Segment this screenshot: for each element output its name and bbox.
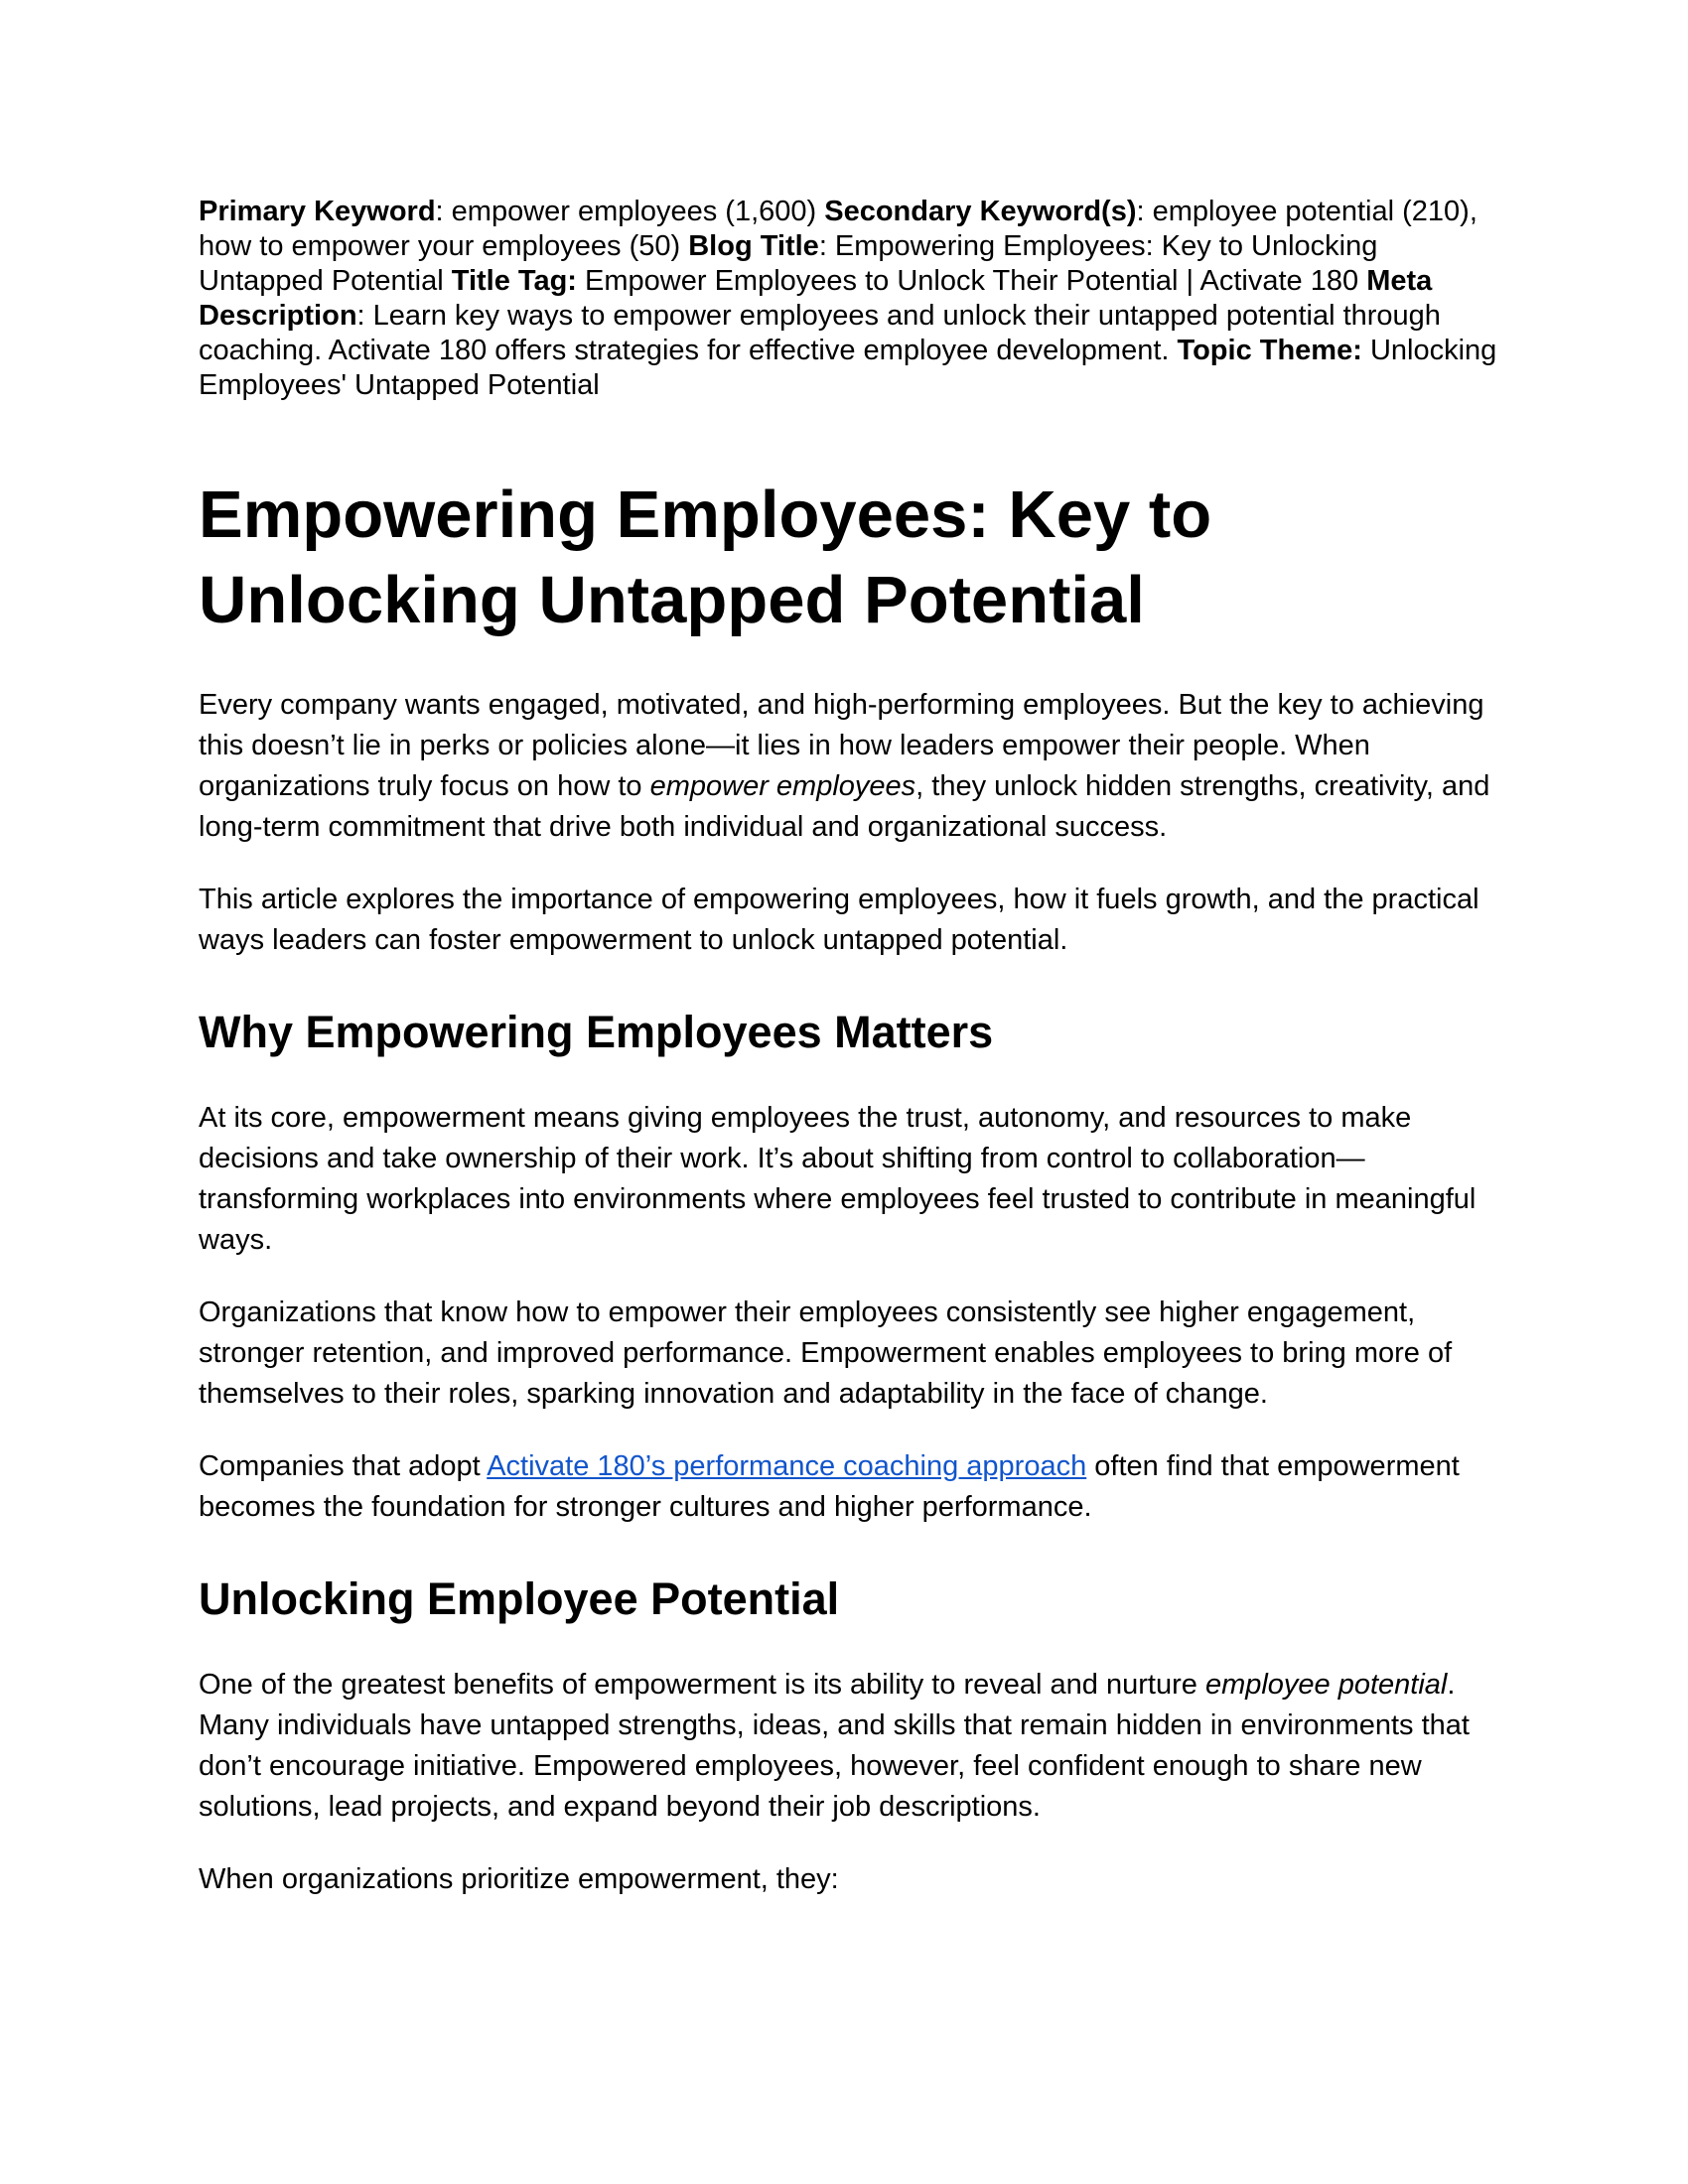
section-heading-why-empowering: Why Empowering Employees Matters: [199, 1007, 994, 1057]
intro-p1-emphasis: empower employees: [649, 770, 916, 802]
section2-paragraph-1: [199, 1665, 1499, 1828]
section2-paragraph-2: When organizations prioritize empowerment, they:: [199, 1863, 839, 1895]
topic-theme-value: Unlocking Employees' Untapped Potential: [199, 335, 1497, 401]
intro-paragraph-1: [199, 685, 1499, 848]
blog-title-value: : Empowering Employees: Key to Unlocking Untapped Potential: [199, 230, 1378, 297]
section1-paragraph-3: [199, 1446, 1499, 1528]
intro-paragraph-2: This article explores the importance of empowering employees, how it fuels growth, and the practical ways leaders can foster empowerment to unlock untapped potential.: [199, 884, 1479, 956]
section1-paragraph-1: At its core, empowerment means giving employees the trust, autonomy, and resources to make decisions and take ownership of their work. It’s about shifting from control to collaboration—transforming workplaces into environments where employees feel trusted to contribute in meaningful ways.: [199, 1102, 1477, 1256]
topic-theme-label: Topic Theme:: [1177, 335, 1362, 366]
primary-keyword-label: Primary Keyword: [199, 196, 436, 227]
section1-p3-text-a: Companies that adopt: [199, 1450, 488, 1482]
intro-p1-text-b: , they unlock hidden strengths, creativity, and long-term commitment that drive both individual and organizational success.: [199, 770, 1490, 843]
section2-p1-emphasis: employee potential: [1204, 1669, 1448, 1701]
title-tag-value: Empower Employees to Unlock Their Potential | Activate 180: [576, 265, 1367, 297]
section2-p1-text-a: One of the greatest benefits of empowerment is its ability to reveal and nurture: [199, 1669, 1205, 1701]
primary-keyword-value: : empower employees (1,600): [435, 196, 825, 227]
meta-description-value: : Learn key ways to empower employees and unlock their untapped potential through coaching. Activate 180 offers strategies for effective employee development.: [199, 300, 1441, 366]
performance-coaching-link[interactable]: Activate 180’s performance coaching approach: [487, 1450, 1087, 1482]
meta-description-label: Meta Description: [199, 265, 1433, 332]
article-title: Empowering Employees: Key to Unlocking Untapped Potential: [199, 478, 1212, 637]
secondary-keyword-value: : employee potential (210), how to empower your employees (50): [199, 196, 1477, 262]
section-heading-unlocking-potential: Unlocking Employee Potential: [199, 1573, 840, 1624]
document-page: [199, 195, 1499, 1900]
section2-p1-text-b: . Many individuals have untapped strengths, ideas, and skills that remain hidden in environments that don’t encourage initiative. Empowered employees, however, feel confident enough to share new solutions, lead projects, and expand beyond their job descriptions.: [199, 1669, 1470, 1823]
seo-metadata-block: [199, 195, 1499, 403]
section1-paragraph-2: Organizations that know how to empower their employees consistently see higher engagement, stronger retention, and improved performance. Empowerment enables employees to bring more of themselves to their roles, sparking innovation and adaptability in the face of change.: [199, 1297, 1453, 1410]
section1-p3-text-b: often find that empowerment becomes the foundation for stronger cultures and higher performance.: [199, 1450, 1460, 1523]
intro-p1-text-a: Every company wants engaged, motivated, and high-performing employees. But the key to achieving this doesn’t lie in perks or policies alone—it lies in how leaders empower their people. When organizations truly focus on how to: [199, 689, 1484, 802]
secondary-keyword-label: Secondary Keyword(s): [824, 196, 1137, 227]
blog-title-label: Blog Title: [688, 230, 819, 262]
title-tag-label: Title Tag:: [451, 265, 577, 297]
